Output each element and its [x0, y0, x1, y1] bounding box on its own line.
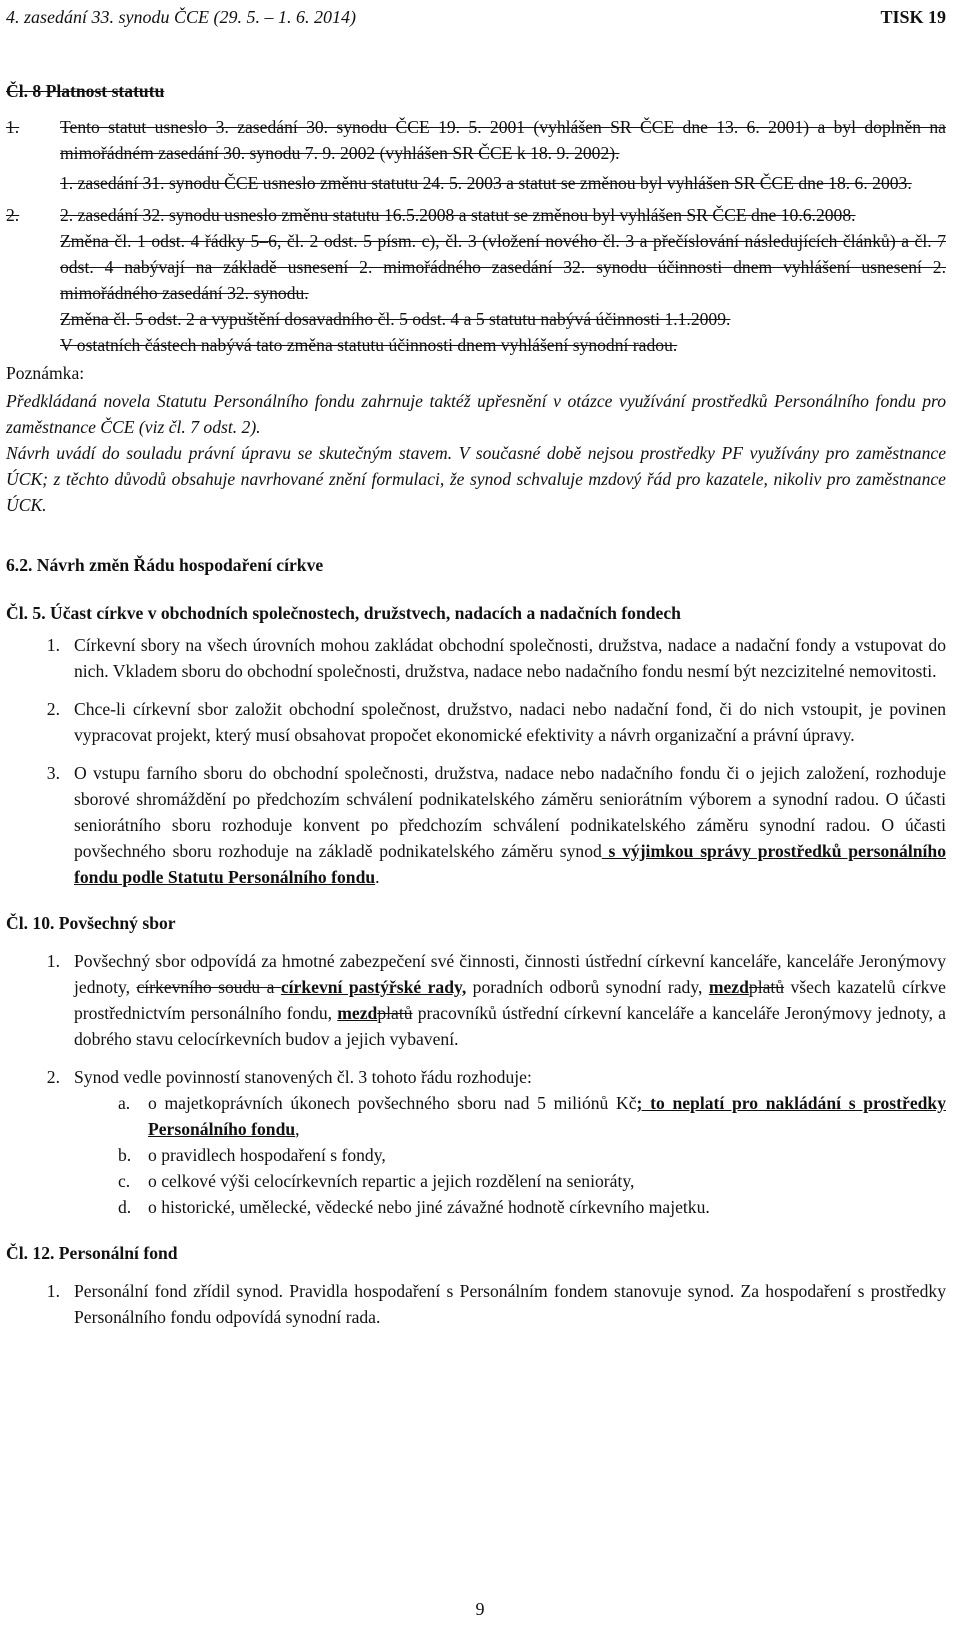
art10-sub-a-text — [148, 1090, 946, 1142]
note-paragraph-2: Návrh uvádí do souladu právní úpravu se skutečným stavem. V současné době nejsou prostředky PF využívány pro zaměstnance ÚCK; z těchto důvodů obsahuje navrhované znění formulaci, že synod schvaluje mzdový řád pro kazatele, nikoliv pro zaměstnance ÚCK. — [6, 443, 946, 515]
art8-item-2-text: 2. zasedání 32. synodu usneslo změnu statutu 16.5.2008 a statut se změnou byl vyhlášen SR ČCE dne 10.6.2008. — [60, 205, 856, 225]
art12-heading: Čl. 12. Personální fond — [6, 1243, 178, 1263]
art5-item-1 — [6, 632, 946, 684]
art10-item-2 — [6, 1064, 946, 1090]
art12-item-1-number: 1. — [46, 1281, 60, 1301]
note-paragraph-1: Předkládaná novela Statutu Personálního fondu zahrnuje taktéž upřesnění v otázce využívání prostředků Personálního fondu pro zaměstnance ČCE (viz čl. 7 odst. 2). — [6, 391, 946, 437]
art5-item-3 — [6, 760, 946, 890]
art12-item-1 — [6, 1278, 946, 1330]
art5-item-3-text — [74, 760, 946, 890]
page-number: 9 — [475, 1599, 485, 1619]
art8-item-2-change-a: Změna čl. 1 odst. 4 řádky 5–6, čl. 2 odst. 5 písm. c), čl. 3 (vložení nového čl. 3 a přečíslování následujících článků) a čl. 7 odst. 4 nabývají na základě usnesení 2. mimořádného zasedání 32. synodu účinnosti dnem vyhlášení usnesení 2. mimořádného zasedání 32. synodu. — [60, 231, 946, 303]
art8-item-1-number: 1. — [6, 117, 20, 137]
art10-deleted-2: platů — [748, 977, 785, 997]
art5-item-1-number: 1. — [46, 635, 60, 655]
art10-text-a: Povšechný sbor odpovídá za hmotné zabezpečení své činnosti, činnosti ústřední církevní kanceláře, kanceláře Jeronýmovy jednoty, — [74, 951, 946, 997]
art10-item-1-number: 1. — [46, 951, 60, 971]
art10-sub-d-letter: d. — [118, 1197, 132, 1217]
header-session: 4. zasedání 33. synodu ČCE (29. 5. – 1. 6. 2014) — [6, 7, 356, 27]
art10-text-d: pracovníků ústřední církevní kanceláře a kanceláře Jeronýmovy jednoty, a dobrého stavu celocírkevních budov a jejich vybavení. — [74, 1003, 946, 1049]
art10-sub-d-text: o historické, umělecké, vědecké nebo jiné závažné hodnotě církevního majetku. — [148, 1197, 710, 1217]
header-print-id: TISK 19 — [880, 7, 946, 27]
art10-sub-a — [118, 1090, 946, 1142]
document-body — [6, 78, 946, 1330]
section-heading: 6.2. Návrh změn Řádu hospodaření církve — [6, 555, 324, 575]
art10-deleted-1: církevního soudu a — [136, 977, 281, 997]
art8-item-2-change-b: Změna čl. 5 odst. 2 a vypuštění dosavadního čl. 5 odst. 4 a 5 statutu nabývá účinnosti 1.1.2009. — [60, 309, 731, 329]
art10-heading: Čl. 10. Povšechný sbor — [6, 913, 176, 933]
art10-added-3: mezd — [337, 1003, 378, 1023]
art5-item-3-body: O vstupu farního sboru do obchodní společnosti, družstva, nadace nebo nadačního fondu či o jejich založení, rozhoduje sborové shromáždění po předchozím schválení podnikatelského záměru seniorátním výborem a synodní radou. O účasti seniorátního sboru rozhoduje konvent po předchozím schválení podnikatelského záměru synodní radou. O účasti povšechného sboru rozhoduje na základě podnikatelského záměru synod — [74, 763, 946, 861]
page-header — [6, 4, 946, 30]
art10-sub-c-letter: c. — [118, 1171, 131, 1191]
art8-item-1 — [6, 114, 946, 196]
art10-sub-a-body: o majetkoprávních úkonech povšechného sboru nad 5 miliónů Kč — [148, 1093, 637, 1113]
art5-item-3-added: s výjimkou správy prostředků personálního fondu podle Statutu Personálního fondu — [74, 841, 946, 887]
art5-item-3-number: 3. — [46, 763, 60, 783]
art8-item-2 — [6, 202, 946, 358]
art8-item-1-text: Tento statut usneslo 3. zasedání 30. synodu ČCE 19. 5. 2001 (vyhlášen SR ČCE dne 13. 6. 2001) a byl doplněn na mimořádném zasedání 30. synodu 7. 9. 2002 (vyhlášen SR ČCE k 18. 9. 2002). — [60, 117, 946, 163]
art10-item-2-text: Synod vedle povinností stanovených čl. 3 tohoto řádu rozhoduje: — [74, 1067, 532, 1087]
art10-deleted-3: platů — [377, 1003, 413, 1023]
art5-heading: Čl. 5. Účast církve v obchodních společnostech, družstvech, nadacích a nadačních fondech — [6, 603, 681, 623]
art5-item-2-number: 2. — [46, 699, 60, 719]
art10-text-b: poradních odborů synodní rady, — [466, 977, 709, 997]
art5-item-3-end: . — [375, 867, 380, 887]
art10-sub-d — [118, 1194, 946, 1220]
art5-item-2 — [6, 696, 946, 748]
art10-sub-b-text: o pravidlech hospodaření s fondy, — [148, 1145, 386, 1165]
art10-sub-a-added: ; to neplatí pro nakládání s prostředky Personálního fondu — [148, 1093, 946, 1139]
art12-item-1-text: Personální fond zřídil synod. Pravidla hospodaření s Personálním fondem stanovuje synod. Za hospodaření s prostředky Personálního fondu odpovídá synodní rada. — [74, 1281, 946, 1327]
art8-item-2-change-c: V ostatních částech nabývá tato změna statutu účinnosti dnem vyhlášení synodní radou. — [60, 335, 678, 355]
art10-sub-a-end: , — [295, 1119, 300, 1139]
art5-item-2-text: Chce-li církevní sbor založit obchodní společnost, družstvo, nadaci nebo nadační fond, či do nich vstoupit, je povinen vypracovat projekt, který musí obsahovat propočet ekonomické efektivity a návrh organizační a právní úpravy. — [74, 699, 946, 745]
art8-heading: Čl. 8 Platnost statutu — [6, 81, 165, 101]
art10-item-1-text — [74, 948, 946, 1052]
art10-sub-b-letter: b. — [118, 1145, 132, 1165]
art5-item-1-text: Církevní sbory na všech úrovních mohou zakládat obchodní společnosti, družstva, nadace a nadační fondy a vstupovat do nich. Vkladem sboru do obchodní společnosti, družstva, nadace nebo nadačního fondu nesmí být nezcizitelné nemovitosti. — [74, 635, 946, 681]
art10-added-2: mezd — [708, 977, 749, 997]
art10-sub-c-text: o celkové výši celocírkevních repartic a jejich rozdělení na senioráty, — [148, 1171, 635, 1191]
art10-sublist — [6, 1090, 946, 1220]
art10-item-1 — [6, 948, 946, 1052]
note-label: Poznámka: — [6, 363, 85, 383]
art10-sub-a-letter: a. — [118, 1093, 131, 1113]
art10-sub-b — [118, 1142, 946, 1168]
art10-text-c: všech kazatelů církve prostřednictvím personálního fondu, — [74, 977, 946, 1023]
art10-item-2-number: 2. — [46, 1067, 60, 1087]
art8-item-2-number: 2. — [6, 205, 20, 225]
art10-added-1: církevní pastýřské rady, — [280, 977, 467, 997]
art8-item-1-amendment: 1. zasedání 31. synodu ČCE usneslo změnu statutu 24. 5. 2003 a statut se změnou byl vyhlášen SR ČCE dne 18. 6. 2003. — [60, 173, 912, 193]
art10-sub-c — [118, 1168, 946, 1194]
